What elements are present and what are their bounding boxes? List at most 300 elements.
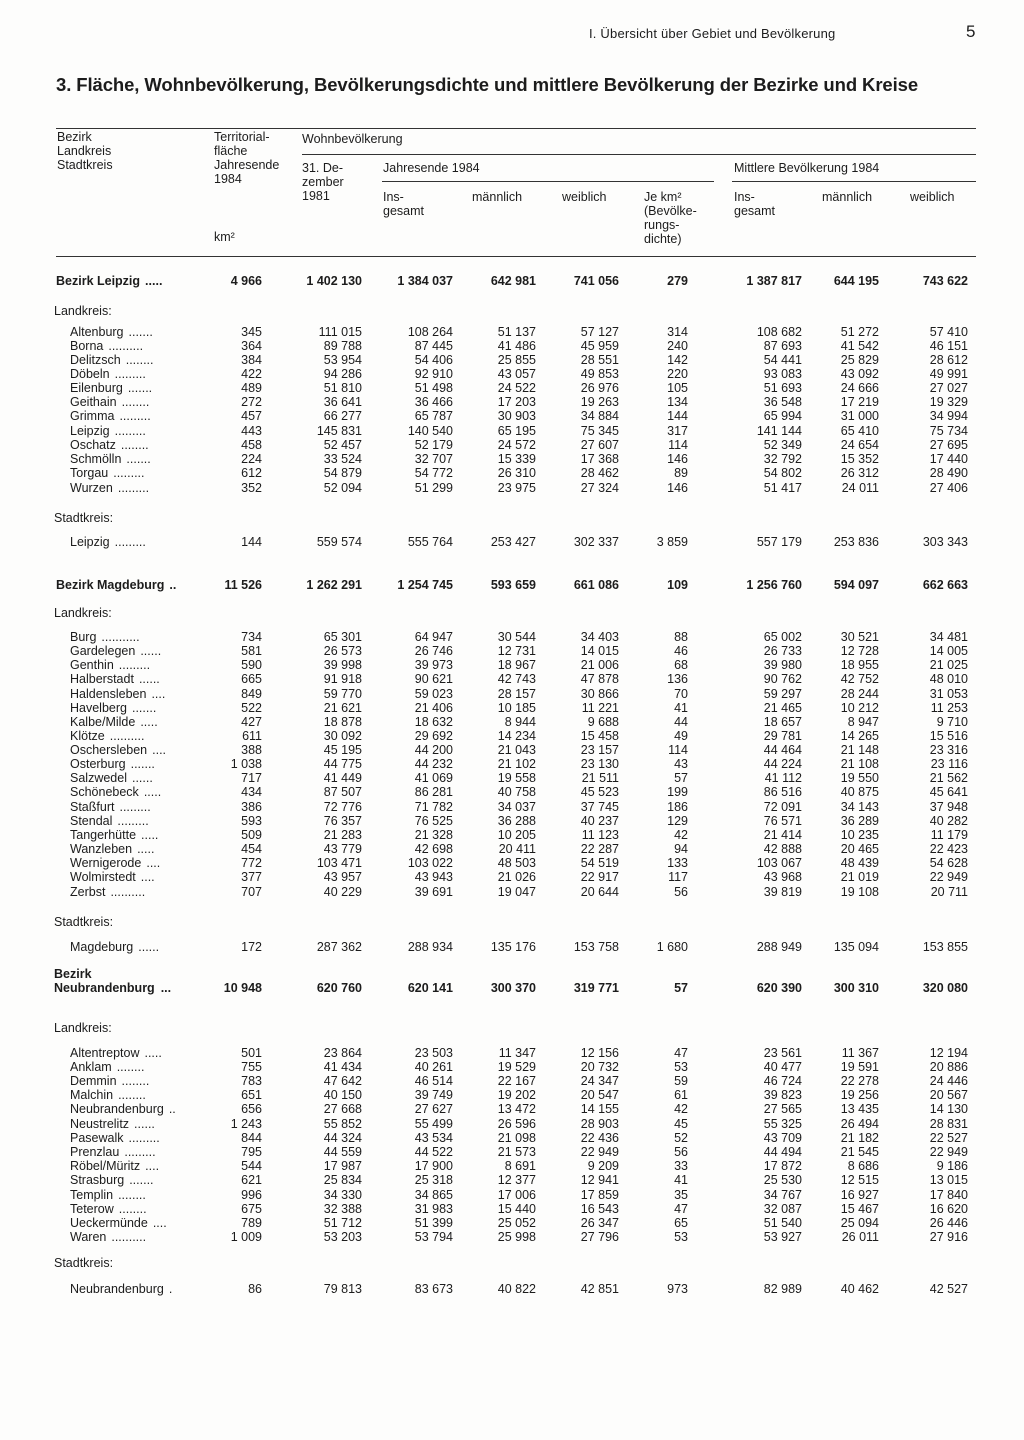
table-cell: 17 440 <box>929 452 968 466</box>
table-cell: 53 203 <box>323 1230 362 1244</box>
table-cell: 19 550 <box>840 771 879 785</box>
table-cell: 32 792 <box>763 452 802 466</box>
table-cell: 1 402 130 <box>306 274 362 288</box>
leader-dots: ........ <box>118 1088 146 1102</box>
leader-dots: ........ <box>125 353 154 367</box>
table-cell: 55 325 <box>763 1117 802 1131</box>
table-cell: 11 347 <box>498 1046 536 1060</box>
table-cell: 40 229 <box>323 885 362 899</box>
table-cell: 42 752 <box>840 672 879 686</box>
table-cell: 352 <box>241 481 262 495</box>
leader-dots: ......... <box>114 535 146 549</box>
mittlere-rule <box>732 181 976 182</box>
header-weiblich: weiblich <box>562 190 607 204</box>
leader-dots: ...... <box>134 1117 155 1131</box>
leader-dots: ......... <box>114 367 146 381</box>
bezirk-name: Bezirk Magdeburg <box>56 578 165 592</box>
table-cell: 44 324 <box>323 1131 362 1145</box>
table-cell: 145 831 <box>316 424 362 438</box>
table-cell: 51 712 <box>323 1216 362 1230</box>
table-cell: 144 <box>667 409 688 423</box>
leader-dots: ... <box>160 981 172 995</box>
table-cell: 19 529 <box>497 1060 536 1074</box>
table-cell: 40 477 <box>763 1060 802 1074</box>
table-cell: 59 023 <box>414 687 453 701</box>
table-cell: 53 <box>674 1230 688 1244</box>
leader-dots: ...... <box>140 644 162 658</box>
kreis-name: Altentreptow <box>70 1046 140 1060</box>
leader-dots: .......... <box>111 1230 147 1244</box>
leader-dots: ..... <box>137 842 155 856</box>
table-cell: 21 026 <box>497 870 536 884</box>
leader-dots: .......... <box>108 339 144 353</box>
table-cell: 23 157 <box>580 743 619 757</box>
table-cell: 973 <box>667 1282 688 1296</box>
leader-dots: .... <box>146 856 161 870</box>
table-cell: 15 458 <box>580 729 619 743</box>
kreis-name: Magdeburg <box>70 940 134 954</box>
table-cell: 39 749 <box>414 1088 453 1102</box>
table-cell: 612 <box>241 466 262 480</box>
table-cell: 36 289 <box>840 814 879 828</box>
table-cell: 10 185 <box>497 701 536 715</box>
leader-dots: ........ <box>118 1202 147 1216</box>
table-cell: 153 758 <box>573 940 619 954</box>
kreis-name: Zerbst <box>70 885 106 899</box>
table-cell: 140 540 <box>407 424 453 438</box>
table-cell: 45 523 <box>580 785 619 799</box>
table-cell: 45 195 <box>323 743 362 757</box>
table-cell: 52 <box>674 1131 688 1145</box>
table-cell: 10 235 <box>840 828 879 842</box>
table-cell: 47 <box>674 1046 688 1060</box>
table-cell: 52 349 <box>763 438 802 452</box>
table-cell: 51 272 <box>840 325 879 339</box>
table-cell: 88 <box>674 630 688 644</box>
table-cell: 135 176 <box>490 940 536 954</box>
kreis-name: Tangerhütte <box>70 828 137 842</box>
table-cell: 65 301 <box>323 630 362 644</box>
table-cell: 15 516 <box>929 729 968 743</box>
table-cell: 457 <box>241 409 262 423</box>
table-cell: 21 465 <box>763 701 802 715</box>
table-cell: 19 329 <box>929 395 968 409</box>
leader-dots: ......... <box>119 800 151 814</box>
table-cell: 1 243 <box>230 1117 262 1131</box>
table-cell: 19 108 <box>840 885 879 899</box>
table-cell: 288 949 <box>756 940 802 954</box>
table-cell: 24 666 <box>840 381 879 395</box>
table-cell: 509 <box>241 828 262 842</box>
table-cell: 28 244 <box>840 687 879 701</box>
table-cell: 25 530 <box>763 1173 802 1187</box>
table-cell: 49 <box>674 729 688 743</box>
table-cell: 620 390 <box>756 981 802 995</box>
table-cell: 26 011 <box>841 1230 879 1244</box>
table-cell: 581 <box>241 644 262 658</box>
header-jahresende-1984: Jahresende 1984 <box>383 161 480 175</box>
table-cell: 20 547 <box>580 1088 619 1102</box>
table-cell: 46 151 <box>929 339 968 353</box>
kreis-name: Havelberg <box>70 701 127 715</box>
table-cell: 43 709 <box>763 1131 802 1145</box>
table-cell: 26 347 <box>580 1216 619 1230</box>
table-cell: 46 514 <box>414 1074 453 1088</box>
table-cell: 44 200 <box>414 743 453 757</box>
table-cell: 422 <box>241 367 262 381</box>
table-cell: 21 328 <box>414 828 453 842</box>
leader-dots: ........ <box>121 1074 150 1088</box>
table-cell: 300 370 <box>490 981 536 995</box>
leader-dots: ......... <box>119 409 151 423</box>
table-cell: 87 445 <box>414 339 453 353</box>
table-cell: 44 494 <box>763 1145 802 1159</box>
table-cell: 18 878 <box>323 715 362 729</box>
table-cell: 19 263 <box>580 395 619 409</box>
table-cell: 49 991 <box>929 367 968 381</box>
table-cell: 590 <box>241 658 262 672</box>
table-cell: 21 102 <box>497 757 536 771</box>
table-cell: 32 388 <box>323 1202 362 1216</box>
table-cell: 19 047 <box>497 885 536 899</box>
table-cell: 76 571 <box>763 814 802 828</box>
kreis-name: Stendal <box>70 814 113 828</box>
table-cell: 14 155 <box>580 1102 619 1116</box>
table-cell: 86 516 <box>763 785 802 799</box>
table-cell: 22 436 <box>580 1131 619 1145</box>
kreis-name: Burg <box>70 630 97 644</box>
leader-dots: ....... <box>130 757 155 771</box>
section-label: Landkreis: <box>54 1021 112 1035</box>
table-cell: 23 316 <box>929 743 968 757</box>
table-cell: 83 673 <box>414 1282 453 1296</box>
table-cell: 345 <box>241 325 262 339</box>
table-cell: 23 130 <box>580 757 619 771</box>
leader-dots: . <box>168 1282 173 1296</box>
kreis-name: Neubrandenburg <box>70 1102 164 1116</box>
table-cell: 16 927 <box>840 1188 879 1202</box>
table-cell: 26 312 <box>840 466 879 480</box>
table-cell: 51 417 <box>763 481 802 495</box>
table-cell: 849 <box>241 687 262 701</box>
table-cell: 593 659 <box>490 578 536 592</box>
table-cell: 47 <box>674 1202 688 1216</box>
table-cell: 489 <box>241 381 262 395</box>
table-cell: 25 094 <box>840 1216 879 1230</box>
table-cell: 24 347 <box>580 1074 619 1088</box>
table-cell: 44 224 <box>763 757 802 771</box>
table-title: 3. Fläche, Wohnbevölkerung, Bevölkerungsdichte und mittlere Bevölkerung der Bezirke und Kreise <box>56 74 919 95</box>
table-cell: 25 318 <box>414 1173 453 1187</box>
table-cell: 103 471 <box>316 856 362 870</box>
table-cell: 42 888 <box>763 842 802 856</box>
table-cell: 79 813 <box>323 1282 362 1296</box>
table-cell: 21 182 <box>840 1131 879 1145</box>
table-cell: 317 <box>667 424 688 438</box>
table-cell: 72 091 <box>763 800 802 814</box>
kreis-name: Leipzig <box>70 424 110 438</box>
table-cell: 20 644 <box>580 885 619 899</box>
header-dezember-1981: 31. De- zember 1981 <box>302 161 344 203</box>
table-cell: 388 <box>241 743 262 757</box>
table-cell: 240 <box>667 339 688 353</box>
table-cell: 27 916 <box>929 1230 968 1244</box>
table-cell: 93 083 <box>763 367 802 381</box>
table-cell: 458 <box>241 438 262 452</box>
table-cell: 31 000 <box>840 409 879 423</box>
header-insgesamt: Ins- gesamt <box>383 190 424 218</box>
table-cell: 45 641 <box>929 785 968 799</box>
table-cell: 9 688 <box>587 715 619 729</box>
table-cell: 54 406 <box>414 353 453 367</box>
table-cell: 17 900 <box>414 1159 453 1173</box>
table-cell: 22 167 <box>497 1074 536 1088</box>
table-cell: 19 591 <box>840 1060 879 1074</box>
leader-dots: ....... <box>127 381 153 395</box>
table-cell: 92 910 <box>414 367 453 381</box>
table-cell: 32 087 <box>763 1202 802 1216</box>
table-cell: 27 324 <box>580 481 619 495</box>
table-cell: 30 866 <box>580 687 619 701</box>
table-cell: 44 <box>674 715 688 729</box>
table-cell: 21 562 <box>929 771 968 785</box>
table-cell: 40 237 <box>580 814 619 828</box>
table-cell: 57 <box>674 771 688 785</box>
table-cell: 41 <box>674 701 688 715</box>
table-cell: 42 743 <box>497 672 536 686</box>
table-cell: 26 746 <box>414 644 453 658</box>
table-cell: 1 384 037 <box>397 274 453 288</box>
kreis-name: Salzwedel <box>70 771 127 785</box>
leader-dots: ......... <box>128 1131 160 1145</box>
table-cell: 37 745 <box>580 800 619 814</box>
table-cell: 37 948 <box>929 800 968 814</box>
kreis-name: Neubrandenburg <box>70 1282 164 1296</box>
table-cell: 90 621 <box>414 672 453 686</box>
table-cell: 14 234 <box>497 729 536 743</box>
header-mittlere-weiblich: weiblich <box>910 190 955 204</box>
table-cell: 1 262 291 <box>306 578 362 592</box>
kreis-name: Halberstadt <box>70 672 134 686</box>
table-cell: 75 734 <box>929 424 968 438</box>
table-cell: 34 767 <box>763 1188 802 1202</box>
kreis-name: Ueckermünde <box>70 1216 148 1230</box>
table-cell: 21 043 <box>497 743 536 757</box>
table-cell: 42 <box>674 1102 688 1116</box>
table-cell: 22 949 <box>929 1145 968 1159</box>
table-cell: 41 <box>674 1173 688 1187</box>
bezirk-name: Bezirk Leipzig <box>56 274 141 288</box>
table-cell: 11 367 <box>841 1046 879 1060</box>
kreis-name: Borna <box>70 339 104 353</box>
table-cell: 21 414 <box>763 828 802 842</box>
header-bezirk: Bezirk Landkreis Stadtkreis <box>57 130 113 172</box>
table-cell: 24 572 <box>497 438 536 452</box>
table-cell: 17 203 <box>497 395 536 409</box>
table-cell: 26 596 <box>497 1117 536 1131</box>
table-cell: 42 527 <box>929 1282 968 1296</box>
table-cell: 20 567 <box>929 1088 968 1102</box>
table-cell: 39 691 <box>414 885 453 899</box>
table-cell: 36 288 <box>497 814 536 828</box>
table-cell: 41 542 <box>840 339 879 353</box>
table-cell: 52 094 <box>323 481 362 495</box>
table-cell: 57 410 <box>929 325 968 339</box>
leader-dots: .... <box>145 1159 160 1173</box>
table-cell: 46 724 <box>763 1074 802 1088</box>
table-cell: 40 282 <box>929 814 968 828</box>
table-cell: 56 <box>674 885 688 899</box>
table-cell: 24 446 <box>929 1074 968 1088</box>
table-cell: 87 693 <box>763 339 802 353</box>
table-cell: 25 998 <box>497 1230 536 1244</box>
section-label: Stadtkreis: <box>54 511 114 525</box>
kreis-name: Schmölln <box>70 452 122 466</box>
table-cell: 24 654 <box>840 438 879 452</box>
table-cell: 12 156 <box>580 1046 619 1060</box>
table-cell: 21 098 <box>497 1131 536 1145</box>
kreis-name: Anklam <box>70 1060 112 1074</box>
table-cell: 44 464 <box>763 743 802 757</box>
table-cell: 253 427 <box>490 535 536 549</box>
table-cell: 443 <box>241 424 262 438</box>
table-cell: 302 337 <box>573 535 619 549</box>
table-cell: 21 545 <box>840 1145 879 1159</box>
table-cell: 53 954 <box>323 353 362 367</box>
kreis-name: Wolmirstedt <box>70 870 136 884</box>
table-cell: 20 732 <box>580 1060 619 1074</box>
leader-dots: ..... <box>141 828 159 842</box>
table-cell: 224 <box>241 452 262 466</box>
table-cell: 43 092 <box>840 367 879 381</box>
table-cell: 11 179 <box>930 828 968 842</box>
table-cell: 51 498 <box>414 381 453 395</box>
kreis-name: Oschatz <box>70 438 116 452</box>
table-cell: 129 <box>667 814 688 828</box>
table-cell: 28 462 <box>580 466 619 480</box>
table-cell: 72 776 <box>323 800 362 814</box>
table-cell: 41 069 <box>414 771 453 785</box>
table-cell: 41 434 <box>323 1060 362 1074</box>
table-cell: 27 565 <box>763 1102 802 1116</box>
kreis-name: Wurzen <box>70 481 113 495</box>
table-cell: 40 462 <box>840 1282 879 1296</box>
table-cell: 54 802 <box>763 466 802 480</box>
table-cell: 26 494 <box>840 1117 879 1131</box>
table-cell: 47 878 <box>580 672 619 686</box>
table-cell: 86 281 <box>414 785 453 799</box>
table-cell: 153 855 <box>922 940 968 954</box>
table-cell: 9 710 <box>936 715 968 729</box>
table-cell: 20 886 <box>929 1060 968 1074</box>
kreis-name: Waren <box>70 1230 107 1244</box>
table-cell: 144 <box>241 535 262 549</box>
table-cell: 11 526 <box>224 578 262 592</box>
table-cell: 22 527 <box>929 1131 968 1145</box>
kreis-name: Neustrelitz <box>70 1117 130 1131</box>
kreis-name: Strasburg <box>70 1173 125 1187</box>
table-cell: 3 859 <box>656 535 688 549</box>
table-cell: 39 998 <box>323 658 362 672</box>
table-cell: 186 <box>667 800 688 814</box>
table-cell: 36 548 <box>763 395 802 409</box>
table-cell: 27 027 <box>929 381 968 395</box>
table-cell: 65 <box>674 1216 688 1230</box>
table-cell: 29 692 <box>414 729 453 743</box>
table-cell: 15 352 <box>840 452 879 466</box>
table-cell: 27 796 <box>580 1230 619 1244</box>
table-cell: 43 057 <box>497 367 536 381</box>
table-cell: 26 573 <box>323 644 362 658</box>
table-cell: 34 403 <box>580 630 619 644</box>
kreis-name: Osterburg <box>70 757 126 771</box>
kreis-name: Staßfurt <box>70 800 115 814</box>
table-cell: 76 357 <box>323 814 362 828</box>
table-cell: 36 466 <box>414 395 453 409</box>
leader-dots: ...... <box>138 940 160 954</box>
table-cell: 34 865 <box>414 1188 453 1202</box>
kreis-name: Kalbe/Milde <box>70 715 136 729</box>
kreis-name: Templin <box>70 1188 114 1202</box>
table-cell: 41 449 <box>323 771 362 785</box>
table-cell: 26 310 <box>497 466 536 480</box>
leader-dots: ...... <box>131 771 153 785</box>
table-cell: 13 472 <box>497 1102 536 1116</box>
table-cell: 15 467 <box>840 1202 879 1216</box>
section-label: Landkreis: <box>54 304 112 318</box>
table-cell: 303 343 <box>922 535 968 549</box>
leader-dots: ....... <box>129 1173 154 1187</box>
table-cell: 621 <box>241 1173 262 1187</box>
header-bottom-rule <box>56 256 976 257</box>
leader-dots: ......... <box>113 466 145 480</box>
top-rule <box>56 128 976 129</box>
table-cell: 12 515 <box>840 1173 879 1187</box>
table-cell: 26 733 <box>763 644 802 658</box>
table-cell: 28 490 <box>929 466 968 480</box>
table-cell: 14 005 <box>929 644 968 658</box>
table-cell: 41 486 <box>497 339 536 353</box>
table-cell: 675 <box>241 1202 262 1216</box>
table-cell: 21 406 <box>414 701 453 715</box>
table-cell: 142 <box>667 353 688 367</box>
table-cell: 75 345 <box>580 424 619 438</box>
table-cell: 11 123 <box>581 828 619 842</box>
table-cell: 22 287 <box>580 842 619 856</box>
table-cell: 20 465 <box>840 842 879 856</box>
table-cell: 12 377 <box>497 1173 536 1187</box>
table-cell: 8 686 <box>847 1159 879 1173</box>
bezirk-name: Bezirk <box>54 967 92 981</box>
kreis-name: Torgau <box>70 466 109 480</box>
bezirk-name-continued: Neubrandenburg <box>54 981 155 995</box>
table-cell: 39 980 <box>763 658 802 672</box>
leader-dots: ..... <box>143 785 162 799</box>
table-cell: 42 <box>674 828 688 842</box>
kreis-name: Röbel/Müritz <box>70 1159 141 1173</box>
table-cell: 103 067 <box>756 856 802 870</box>
table-cell: 18 955 <box>840 658 879 672</box>
kreis-name: Demmin <box>70 1074 117 1088</box>
table-cell: 28 551 <box>580 353 619 367</box>
wohnbev-rule <box>302 154 976 155</box>
kreis-name: Klötze <box>70 729 105 743</box>
leader-dots: .......... <box>110 885 146 899</box>
table-cell: 32 707 <box>414 452 453 466</box>
table-cell: 844 <box>241 1131 262 1145</box>
leader-dots: .. <box>168 1102 176 1116</box>
table-cell: 94 <box>674 842 688 856</box>
